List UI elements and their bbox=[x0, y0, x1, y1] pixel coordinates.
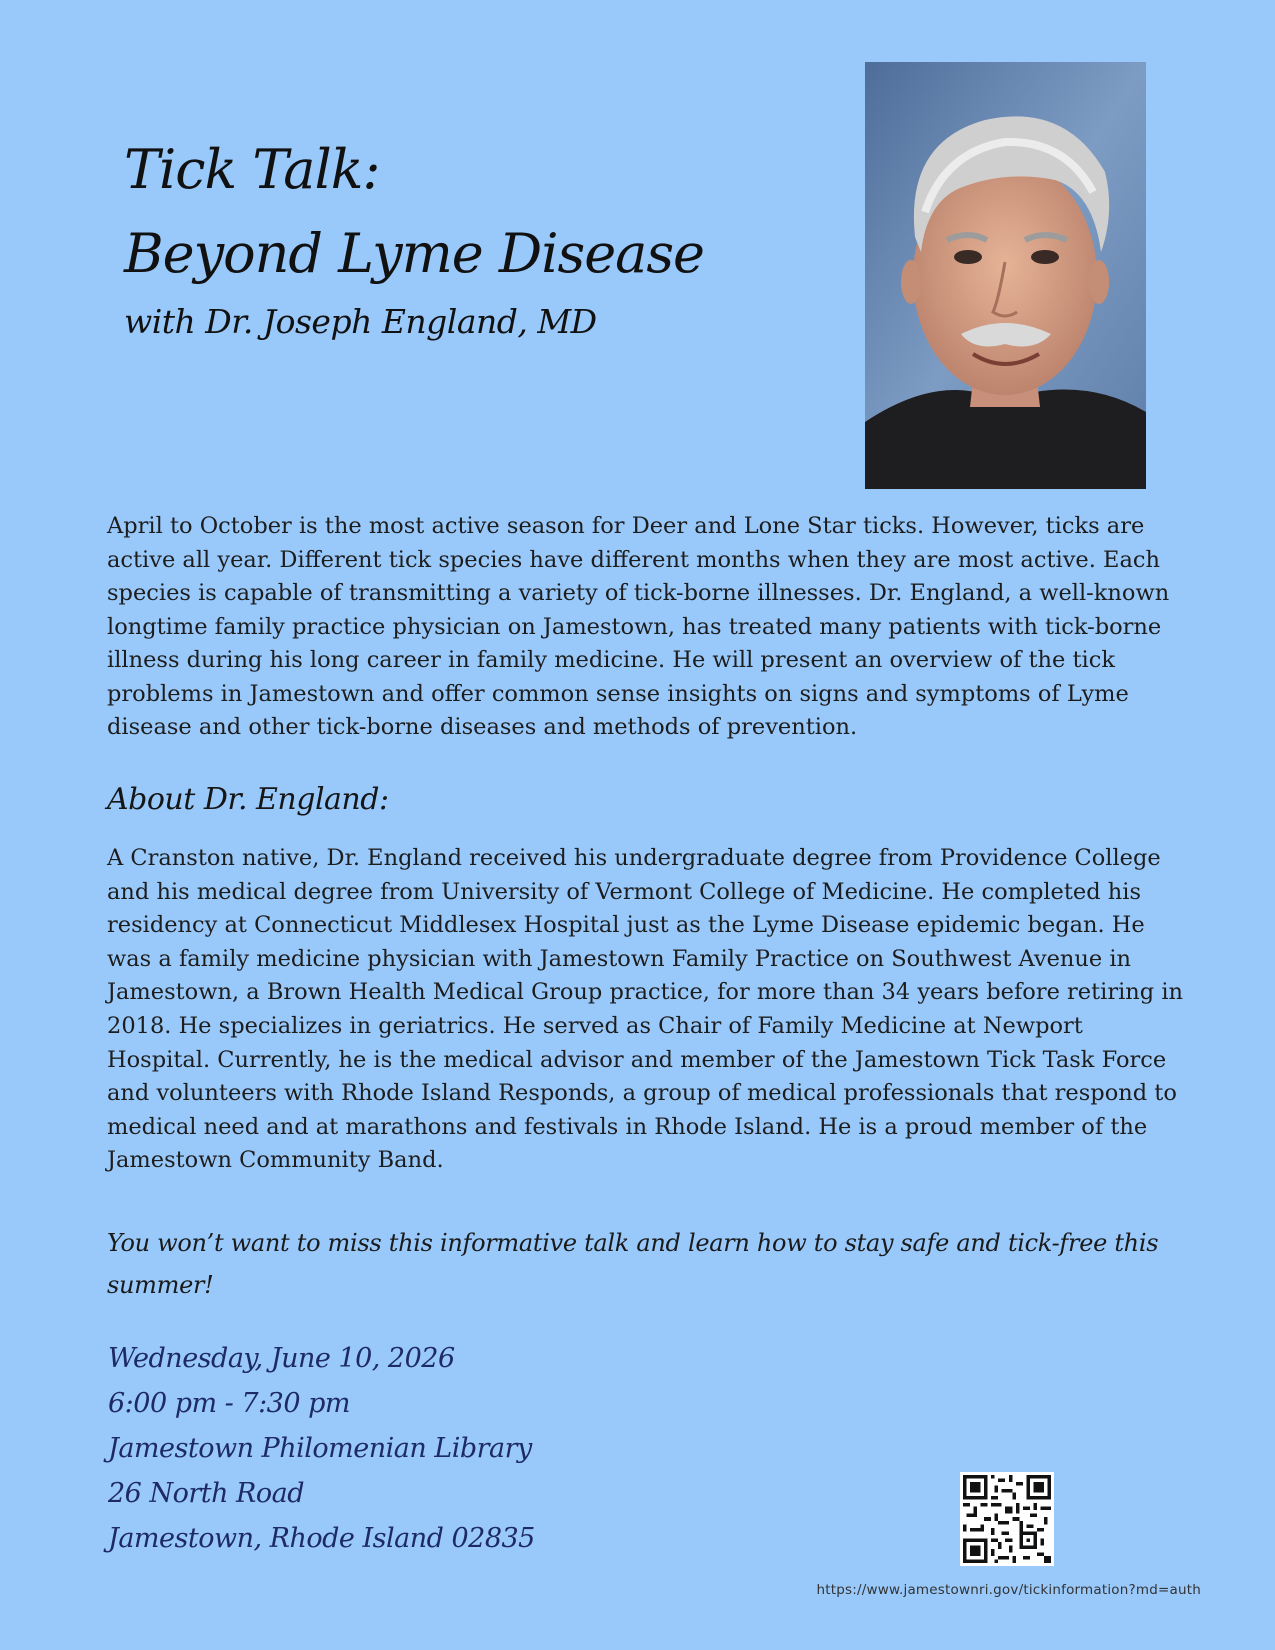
about-heading: About Dr. England: bbox=[107, 782, 389, 817]
event-street: 26 North Road bbox=[108, 1478, 305, 1509]
tick-information-link[interactable]: https://www.jamestownri.gov/tickinformation?md=auth bbox=[816, 1582, 1201, 1598]
page-title-line-2: Beyond Lyme Disease bbox=[124, 222, 705, 285]
qr-code-icon[interactable] bbox=[960, 1472, 1054, 1566]
intro-paragraph: April to October is the most active season for Deer and Lone Star ticks. However, ticks are active all year. Different tick species have different months when they are most active. Each species is capable of transmitting a variety of tick-borne illnesses. Dr. England, a well-known longtime family practice physician on Jamestown, has treated many patients with tick-borne illness during his long career in family medicine. He will present an overview of the tick problems in Jamestown and offer common sense insights on signs and symptoms of Lyme disease and other tick-borne diseases and methods of prevention. bbox=[107, 513, 1170, 740]
promo-text: You won’t want to miss this informative talk and learn how to stay safe and tick-free this summer! bbox=[107, 1229, 1159, 1299]
event-details bbox=[108, 1336, 808, 1561]
event-venue: Jamestown Philomenian Library bbox=[108, 1433, 532, 1464]
page-title-line-1: Tick Talk: bbox=[124, 138, 380, 201]
event-time: 6:00 pm - 7:30 pm bbox=[108, 1388, 350, 1419]
about-paragraph: A Cranston native, Dr. England received his undergraduate degree from Providence College and his medical degree from University of Vermont College of Medicine. He completed his residency at Connecticut Middlesex Hospital just as the Lyme Disease epidemic began. He was a family medicine physician with Jamestown Family Practice on Southwest Avenue in Jamestown, a Brown Health Medical Group practice, for more than 34 years before retiring in 2018. He specializes in geriatrics. He served as Chair of Family Medicine at Newport Hospital. Currently, he is the medical advisor and member of the Jamestown Tick Task Force and volunteers with Rhode Island Responds, a group of medical professionals that respond to medical need and at marathons and festivals in Rhode Island. He is a proud member of the Jamestown Community Band. bbox=[107, 845, 1184, 1174]
event-city: Jamestown, Rhode Island 02835 bbox=[108, 1523, 535, 1554]
title-block bbox=[124, 128, 744, 344]
event-date: Wednesday, June 10, 2026 bbox=[108, 1343, 455, 1374]
speaker-subtitle: with Dr. Joseph England, MD bbox=[124, 302, 597, 341]
speaker-photo bbox=[865, 62, 1146, 489]
